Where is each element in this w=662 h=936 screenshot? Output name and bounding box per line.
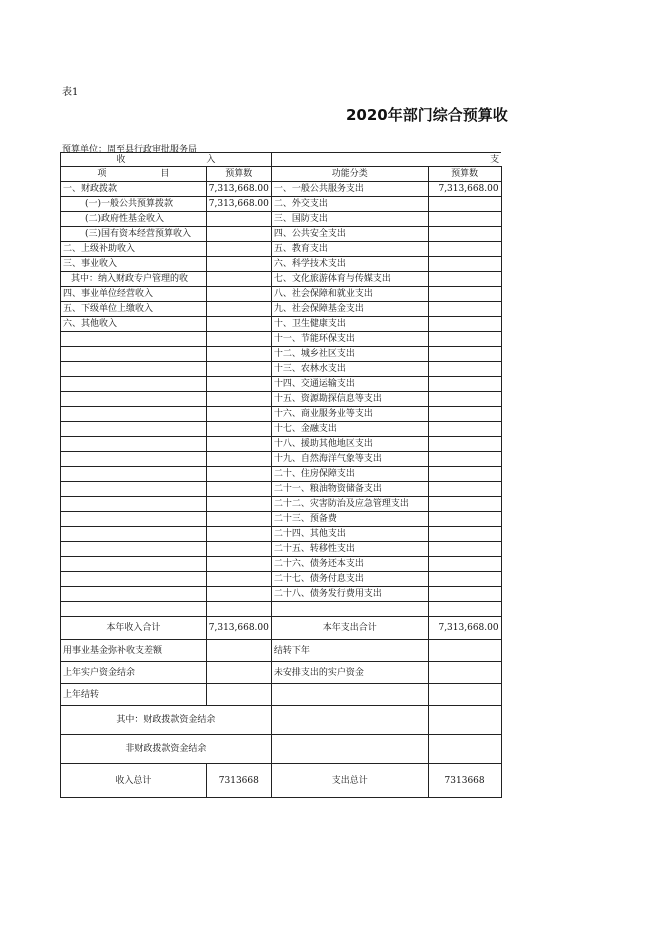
table-row [61,527,662,542]
income-budget-column-header: 预算数 [206,167,271,182]
income-item [61,482,207,497]
income-amount [206,392,271,407]
unallocated-funds-label: 未安排支出的实户资金 [271,662,428,684]
expense-item: 四、公共安全支出 [271,227,428,242]
expense-amount [428,527,501,542]
income-amount: 7,313,668.00 [206,182,271,197]
income-item: (一)一般公共预算拨款 [61,197,207,212]
table-row [61,422,662,437]
income-item [61,467,207,482]
income-amount [206,452,271,467]
table-row [61,587,662,602]
table-row [61,392,662,407]
income-amount [206,437,271,452]
expense-item: 一、一般公共服务支出 [271,182,428,197]
income-item [61,362,207,377]
item-column-header: 项 目 [61,167,207,182]
expense-amount [428,497,501,512]
nonfiscal-balance-label: 非财政拨款资金结余 [61,735,272,764]
income-item: 四、事业单位经营收入 [61,287,207,302]
prior-carryover-row [61,684,662,706]
table-row [61,332,662,347]
expense-total-value: 7,313,668.00 [428,617,501,640]
income-amount [206,572,271,587]
expense-item [271,602,428,617]
nonfiscal-balance-row [61,735,662,764]
expense-item: 七、文化旅游体育与传媒支出 [271,272,428,287]
expense-item: 十七、金融支出 [271,422,428,437]
income-item [61,437,207,452]
expense-item: 十五、资源勘探信息等支出 [271,392,428,407]
expense-item: 十四、交通运输支出 [271,377,428,392]
income-item [61,557,207,572]
income-amount: 7,313,668.00 [206,197,271,212]
expense-item: 二十四、其他支出 [271,527,428,542]
income-amount [206,527,271,542]
expense-amount [428,587,501,602]
expense-item: 二十八、债务发行费用支出 [271,587,428,602]
table-row [61,212,662,227]
table-row [61,377,662,392]
income-item [61,587,207,602]
budget-table [60,152,662,798]
function-column-header: 功能分类 [271,167,428,182]
expense-amount [428,197,501,212]
expense-item: 十九、自然海洋气象等支出 [271,452,428,467]
income-item: 三、事业收入 [61,257,207,272]
table-row [61,542,662,557]
annual-total-row [61,617,662,640]
expense-amount [428,557,501,572]
income-item [61,527,207,542]
income-item: 二、上级补助收入 [61,242,207,257]
expense-item: 十八、援助其他地区支出 [271,437,428,452]
table-row [61,452,662,467]
expense-amount [428,347,501,362]
grand-income-label: 收入总计 [61,764,207,798]
income-item [61,422,207,437]
table-row [61,557,662,572]
expense-amount [428,317,501,332]
expense-item: 二十六、债务还本支出 [271,557,428,572]
prior-carryover-label: 上年结转 [61,684,207,706]
income-amount [206,347,271,362]
income-amount [206,467,271,482]
expense-item: 五、教育支出 [271,242,428,257]
table-row [61,407,662,422]
income-total-value: 7,313,668.00 [206,617,271,640]
expense-item: 二十一、粮油物资储备支出 [271,482,428,497]
income-total-label: 本年收入合计 [61,617,207,640]
table-row [61,242,662,257]
income-amount [206,557,271,572]
column-header-row [61,167,662,182]
expense-amount [428,482,501,497]
expense-item: 二十三、预备费 [271,512,428,527]
expense-item: 八、社会保障和就业支出 [271,287,428,302]
expense-total-label: 本年支出合计 [271,617,428,640]
income-amount [206,332,271,347]
table-row [61,227,662,242]
grand-income-value: 7313668 [206,764,271,798]
expense-amount: 7,313,668.00 [428,182,501,197]
expense-amount [428,512,501,527]
income-amount [206,482,271,497]
income-item [61,377,207,392]
expense-item: 二十、住房保障支出 [271,467,428,482]
table-row [61,437,662,452]
table-row [61,512,662,527]
income-item: 五、下级单位上缴收入 [61,302,207,317]
expense-amount [428,542,501,557]
prior-balance-label: 上年实户资金结余 [61,662,207,684]
table-row [61,182,662,197]
income-amount [206,287,271,302]
income-amount [206,242,271,257]
fiscal-balance-row [61,706,662,735]
income-amount [206,257,271,272]
expense-item: 十六、商业服务业等支出 [271,407,428,422]
income-amount [206,377,271,392]
income-item [61,392,207,407]
table-row [61,602,662,617]
table-row [61,317,662,332]
expense-item: 九、社会保障基金支出 [271,302,428,317]
income-item [61,452,207,467]
expense-amount [428,452,501,467]
income-group-header: 收 入 [61,153,272,167]
income-amount [206,407,271,422]
expense-budget-column-header: 预算数 [428,167,501,182]
table-row [61,302,662,317]
income-item [61,347,207,362]
expense-item: 六、科学技术支出 [271,257,428,272]
expense-amount [428,437,501,452]
table-row [61,572,662,587]
expense-item: 十一、节能环保支出 [271,332,428,347]
income-item: 六、其他收入 [61,317,207,332]
expense-amount [428,467,501,482]
expense-item: 二十七、债务付息支出 [271,572,428,587]
expense-item: 三、国防支出 [271,212,428,227]
expense-amount [428,377,501,392]
expense-amount [428,422,501,437]
income-item [61,542,207,557]
fiscal-balance-label: 其中：财政拨款资金结余 [61,706,272,735]
expense-item: 二、外交支出 [271,197,428,212]
income-amount [206,587,271,602]
income-amount [206,422,271,437]
grand-expense-value: 7313668 [428,764,501,798]
budget-unit: 预算单位：周至县行政审批服务局 [62,145,198,155]
fund-balance-label: 用事业基金弥补收支差额 [61,640,207,662]
carry-forward-label: 结转下年 [271,640,428,662]
expense-item: 十三、农林水支出 [271,362,428,377]
income-item [61,332,207,347]
report-title: 2020年部门综合预算收 [346,106,508,124]
income-item [61,602,207,617]
expense-group-header: 支 [271,153,501,167]
expense-amount [428,227,501,242]
sheet-label: 表1 [62,87,79,98]
income-amount [206,542,271,557]
expense-amount [428,362,501,377]
table-row [61,287,662,302]
income-amount [206,317,271,332]
income-amount [206,302,271,317]
income-amount [206,362,271,377]
table-row [61,482,662,497]
expense-amount [428,392,501,407]
expense-item: 二十五、转移性支出 [271,542,428,557]
income-item: (三)国有资本经营预算收入 [61,227,207,242]
income-amount [206,512,271,527]
income-item [61,497,207,512]
income-amount [206,272,271,287]
expense-amount [428,287,501,302]
table-row [61,497,662,512]
table-row [61,197,662,212]
expense-amount [428,407,501,422]
income-item [61,407,207,422]
expense-amount [428,332,501,347]
group-header-row [61,153,662,167]
table-row [61,272,662,287]
table-row [61,347,662,362]
grand-expense-label: 支出总计 [271,764,428,798]
table-row [61,257,662,272]
income-amount [206,212,271,227]
income-amount [206,227,271,242]
expense-amount [428,242,501,257]
fund-balance-row [61,640,662,662]
income-amount [206,497,271,512]
expense-amount [428,602,501,617]
income-item: 一、财政拨款 [61,182,207,197]
table-row [61,467,662,482]
income-item: 其中：纳入财政专户管理的收 [61,272,207,287]
grand-total-row [61,764,662,798]
expense-amount [428,272,501,287]
expense-amount [428,212,501,227]
expense-item: 十、卫生健康支出 [271,317,428,332]
expense-amount [428,302,501,317]
income-amount [206,602,271,617]
expense-amount [428,257,501,272]
prior-balance-row [61,662,662,684]
expense-item: 十二、城乡社区支出 [271,347,428,362]
table-row [61,362,662,377]
income-item: (二)政府性基金收入 [61,212,207,227]
expense-amount [428,572,501,587]
income-item [61,572,207,587]
expense-item: 二十二、灾害防治及应急管理支出 [271,497,428,512]
income-item [61,512,207,527]
